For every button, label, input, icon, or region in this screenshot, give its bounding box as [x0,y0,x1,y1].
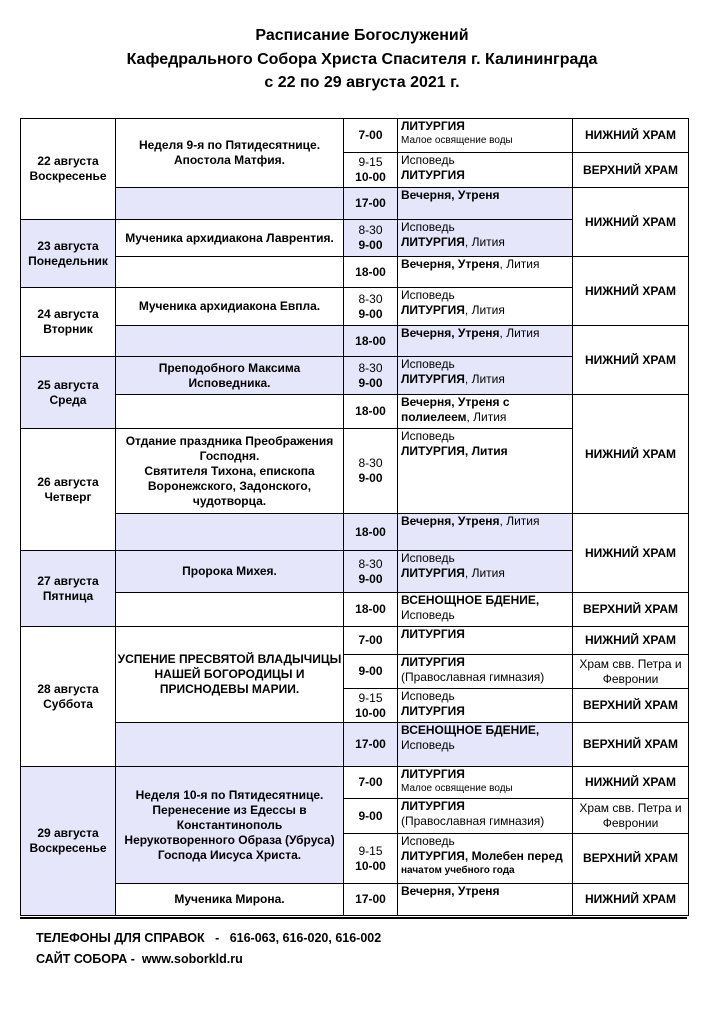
feast-line: Мученика Мирона. [174,892,285,906]
place-line: НИЖНИЙ ХРАМ [584,283,676,298]
service-line: Исповедь [401,357,455,371]
day-weekday: Суббота [43,696,93,711]
place-cell [572,394,689,514]
place-line: Храм свв. Петра и [579,801,682,815]
text-fragment: , Лития [466,410,507,424]
empty-cell [115,325,344,357]
service-line: Исповедь [401,551,455,565]
place-line: НИЖНИЙ ХРАМ [584,892,676,906]
place-line: ВЕРХНИЙ ХРАМ [582,698,679,712]
service-line: ЛИТУРГИЯ [401,168,465,182]
feast-line: Пророка Михея. [182,564,277,578]
service-line: (Православная гимназия) [401,814,545,828]
service-cell [397,766,573,799]
text-fragment: , Лития [464,372,505,386]
feast-line: Перенесение из Едессы в [152,802,307,817]
service-cell [397,325,573,357]
place-cell [572,592,689,627]
place-cell [572,152,689,188]
time-cell [343,766,398,799]
time-value: 9-00 [358,664,383,678]
place-cell [572,654,689,689]
text-fragment: , Лития [464,303,505,317]
time-value: 9-00 [358,808,383,823]
service-line [401,303,505,318]
day-date: 25 августа [37,377,99,392]
feast-line: Господа Иисуса Христа. [157,847,302,862]
time-value: 10-00 [355,170,386,184]
place-line: ВЕРХНИЙ ХРАМ [582,737,679,751]
time-value: 17-00 [355,737,386,751]
service-line: ЛИТУРГИЯ [401,767,465,781]
time-cell [343,428,398,514]
day-cell [20,287,116,357]
day-weekday: Понедельник [28,253,108,268]
service-line: ЛИТУРГИЯ, Лития [401,444,508,458]
page-title: Расписание Богослужений [255,27,469,44]
feast-cell [115,883,344,916]
day-weekday: Вторник [43,322,93,336]
day-cell [20,219,116,288]
time-value: 9-00 [358,571,383,586]
service-line [401,326,539,341]
service-cell [397,187,573,220]
feast-line: Святителя Тихона, епископа [144,463,315,478]
site-line: САЙТ СОБОРА - www.soborkld.ru [36,952,243,966]
day-date: 28 августа [37,681,99,696]
time-cell [343,256,398,288]
service-cell [397,722,573,767]
text-fragment: полиелеем [401,410,467,424]
empty-cell [115,256,344,288]
time-cell [343,654,398,689]
time-value: 18-00 [355,404,386,418]
service-cell [397,219,573,257]
service-note: Малое освящение воды [401,135,513,146]
service-cell [397,688,573,723]
time-cell [343,325,398,357]
place-cell [572,798,689,834]
feast-line: Неделя 10-я по Пятидесятнице. [135,787,324,802]
time-value: 8-30 [358,291,383,306]
place-line: НИЖНИЙ ХРАМ [584,446,676,461]
feast-line: УСПЕНИЕ ПРЕСВЯТОЙ ВЛАДЫЧИЦЫ [117,652,342,666]
place-line: Храм свв. Петра и [579,656,682,671]
service-cell [397,654,573,689]
time-value: 8-30 [358,456,383,470]
feast-cell [115,287,344,326]
text-fragment: ЛИТУРГИЯ [401,566,465,580]
feast-line: ПРИСНОДЕВЫ МАРИИ. [159,682,300,696]
service-line: Исповедь [401,738,455,752]
feast-cell [115,550,344,593]
service-line: Исповедь [401,834,455,848]
service-line: начатом учебного года [401,865,515,876]
day-weekday: Четверг [44,489,92,504]
day-cell [20,550,116,627]
time-cell [343,883,398,916]
text-fragment: Вечерня, Утреня [401,326,500,340]
time-cell [343,798,398,834]
time-value: 17-00 [355,196,386,210]
place-line: ВЕРХНИЙ ХРАМ [582,851,679,865]
service-cell [397,513,573,551]
empty-cell [115,394,344,429]
service-line: Исповедь [401,288,455,302]
time-cell [343,219,398,257]
day-date: 24 августа [37,307,99,321]
service-cell [397,428,573,514]
time-value: 18-00 [355,524,386,539]
service-line: ЛИТУРГИЯ [401,627,465,641]
feast-line: Мученика архидиакона Лаврентия. [125,230,334,245]
place-cell [572,325,689,395]
time-cell [343,722,398,767]
feast-line: Отдание праздника Преображения [125,433,334,448]
service-line: ЛИТУРГИЯ [401,704,465,718]
time-cell [343,118,398,153]
feast-cell [115,428,344,514]
place-cell [572,513,689,593]
time-value: 18-00 [355,264,386,279]
day-cell [20,626,116,767]
time-value: 8-30 [358,556,383,571]
time-cell [343,833,398,884]
time-cell [343,513,398,551]
service-cell [397,833,573,884]
service-line: (Православная гимназия) [401,670,545,684]
time-value: 18-00 [355,602,386,616]
service-line: ЛИТУРГИЯ, Молебен перед [401,849,563,863]
place-cell [572,722,689,767]
time-cell [343,688,398,723]
feast-line: чудотворца. [192,493,267,508]
feast-line: Воронежского, Задонского, [147,478,312,493]
time-value: 9-00 [358,306,383,321]
place-line: ВЕРХНИЙ ХРАМ [582,162,679,177]
place-cell [572,883,689,916]
service-cell [397,356,573,395]
text-fragment: , Лития [499,257,540,271]
empty-cell [115,513,344,551]
feast-line: Нерукотворенного Образа (Убруса) [124,832,335,847]
service-line: Исповедь [401,689,455,703]
service-cell [397,883,573,916]
feast-cell [115,626,344,723]
time-value: 9-15 [358,843,383,858]
day-weekday: Воскресенье [29,169,107,183]
feast-line: Неделя 9-я по Пятидесятнице. [138,138,321,152]
place-line: НИЖНИЙ ХРАМ [584,128,676,142]
time-cell [343,356,398,395]
place-cell [572,187,689,257]
day-cell [20,356,116,429]
service-line: Вечерня, Утреня [401,884,500,898]
time-value: 7-00 [358,633,383,647]
place-line: НИЖНИЙ ХРАМ [584,775,676,789]
feast-line: Исповедника. [188,375,271,390]
text-fragment: ЛИТУРГИЯ [401,303,465,317]
feast-cell [115,766,344,884]
time-value: 8-30 [358,223,383,237]
time-cell [343,592,398,627]
feast-cell [115,118,344,188]
empty-cell [115,722,344,767]
service-note: Малое освящение воды [401,783,513,794]
place-line: Февронии [602,671,659,686]
day-cell [20,428,116,551]
service-cell [397,626,573,655]
service-line [401,235,505,250]
time-value: 9-15 [358,155,383,169]
service-line: Исповедь [401,220,455,234]
time-cell [343,287,398,326]
text-fragment: , Лития [499,326,540,340]
feast-line: Преподобного Максима [158,360,301,375]
service-line: ЛИТУРГИЯ [401,655,465,669]
day-weekday: Пятница [42,588,94,603]
place-cell [572,118,689,153]
empty-cell [115,592,344,627]
place-cell [572,833,689,884]
time-value: 9-00 [358,375,383,390]
feast-line: Константинополь [176,817,283,832]
day-date: 27 августа [37,573,99,588]
day-weekday: Среда [49,392,87,407]
page-subtitle: Кафедрального Собора Христа Спасителя г. Калининграда [126,51,598,68]
service-line: Исповедь [401,608,455,622]
service-cell [397,798,573,834]
feast-line: Мученика архидиакона Евпла. [138,299,321,313]
service-line: ВСЕНОЩНОЕ БДЕНИЕ, [401,593,540,607]
day-date: 22 августа [37,154,99,168]
service-cell [397,118,573,153]
day-date: 26 августа [37,474,99,489]
time-cell [343,394,398,429]
feast-line: Господня. [199,448,260,463]
service-cell [397,394,573,429]
time-value: 7-00 [358,775,383,789]
feast-line: Апостола Матфия. [173,153,286,167]
place-line: Февронии [602,816,659,830]
service-line: ЛИТУРГИЯ [401,799,465,813]
service-cell [397,287,573,326]
place-line: НИЖНИЙ ХРАМ [584,545,676,560]
time-value: 8-30 [358,360,383,375]
service-line: ЛИТУРГИЯ [401,119,465,133]
day-weekday: Воскресенье [29,841,107,855]
service-cell [397,592,573,627]
text-fragment: , Лития [499,514,540,528]
day-cell [20,766,116,916]
time-cell [343,550,398,593]
place-cell [572,626,689,655]
service-cell [397,550,573,593]
time-value: 9-00 [358,238,383,252]
day-cell [20,118,116,220]
service-line: Исповедь [401,429,455,443]
text-fragment: ЛИТУРГИЯ [401,235,465,249]
place-line: НИЖНИЙ ХРАМ [584,352,676,367]
place-line: НИЖНИЙ ХРАМ [584,633,676,647]
service-line: Вечерня, Утреня с [401,395,510,409]
text-fragment: Вечерня, Утреня [401,514,500,528]
phones-line: ТЕЛЕФОНЫ ДЛЯ СПРАВОК - 616-063, 616-020, 616-002 [36,931,382,945]
service-line: ВСЕНОЩНОЕ БДЕНИЕ, [401,723,540,737]
time-value: 9-15 [358,690,383,705]
service-cell [397,256,573,288]
text-fragment: , Лития [464,566,505,580]
service-line: Исповедь [401,153,455,167]
time-value: 9-00 [358,471,383,485]
day-date: 23 августа [37,238,99,253]
place-cell [572,688,689,723]
time-value: 18-00 [355,333,386,348]
time-cell [343,187,398,220]
service-line [401,410,506,425]
place-line: НИЖНИЙ ХРАМ [584,214,676,229]
service-line [401,566,505,581]
text-fragment: ЛИТУРГИЯ [401,372,465,386]
service-cell [397,152,573,188]
date-range: с 22 по 29 августа 2021 г. [264,74,460,91]
place-line: ВЕРХНИЙ ХРАМ [582,602,679,616]
day-date: 29 августа [37,826,99,840]
service-line [401,257,539,272]
time-value: 7-00 [358,128,383,142]
table-bottom-rule [20,917,687,919]
service-line [401,514,539,529]
text-fragment: , Лития [464,235,505,249]
text-fragment: Вечерня, Утреня [401,257,500,271]
time-value: 17-00 [355,892,386,906]
place-cell [572,256,689,326]
feast-cell [115,356,344,395]
service-line: Вечерня, Утреня [401,188,500,202]
time-value: 10-00 [355,705,386,720]
service-line [401,372,505,387]
time-value: 10-00 [355,858,386,873]
empty-cell [115,187,344,220]
place-cell [572,766,689,799]
feast-cell [115,219,344,257]
time-cell [343,626,398,655]
time-cell [343,152,398,188]
feast-line: НАШЕЙ БОГОРОДИЦЫ И [154,667,305,681]
